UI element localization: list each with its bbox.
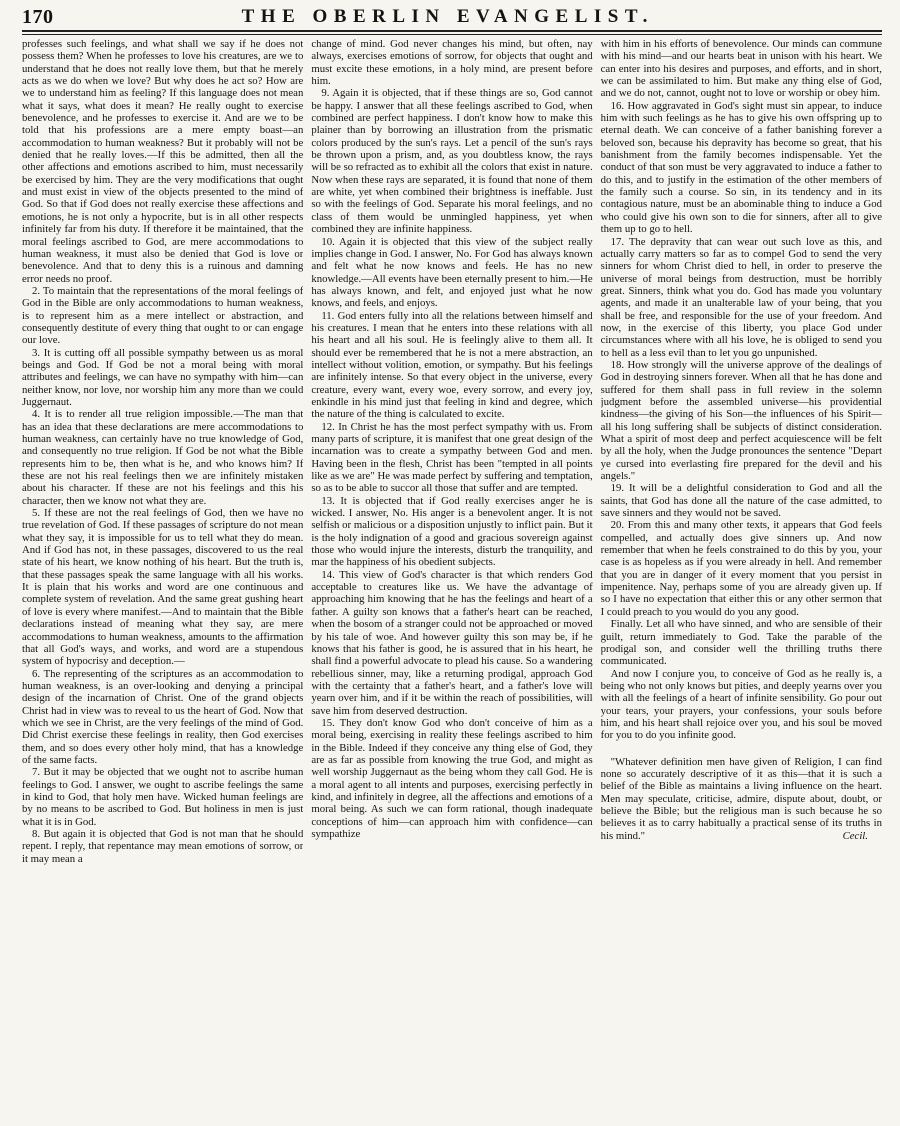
journal-title: THE OBERLIN EVANGELIST. — [241, 6, 654, 27]
paragraph: 12. In Christ he has the most perfect sympathy with us. From many parts of scripture, it is manifest that one great design of the incarnation was to create a sympathy between God and men. Having been in the flesh, Christ has been "tempted in all points like as we are" He was made perfect by suffering and temptation, so as to be able to succor all those that suffer and are tempted. — [311, 420, 593, 495]
paragraph: 11. God enters fully into all the relations between himself and his creatures. I mean that he enters into these relations with all his heart and all his soul. He is feelingly alive to them all. It should ever be remembered that he is not a mere abstraction, an intellect without volition, emotion, or sympathy. But his feelings are infinitely intense. So that every object in the universe, every creature, every want, every woe, every sorrow, and every joy, enkindle in his mind just that feeling in kind and degree, which the nature of the thing is calculated to excite. — [311, 309, 593, 421]
masthead — [22, 0, 882, 28]
paragraph: Finally. Let all who have sinned, and who are sensible of their guilt, return immediately to God. Take the parable of the prodigal son, and consider well the thrilling truths there communicated. — [600, 618, 882, 668]
article-columns — [22, 38, 882, 1126]
paragraph: with him in his efforts of benevolence. Our minds can commune with his mind—and our hearts beat in unison with his heart. We can enter into his desires and purposes, and efforts, and in short, we can be assimilated to him. But make any thing else of God, and we do not, cannot, ought not to love or worship or obey him. — [600, 38, 882, 100]
paragraph: 19. It will be a delightful consideration to God and all the saints, that God has done all the nature of the case admitted, to save sinners and they would not be saved. — [600, 482, 882, 520]
paragraph: 14. This view of God's character is that which renders God acceptable to creatures like us. We have the advantage of approaching him knowing that he has the feelings and heart of a father. A guilty son knows that a father's heart can be reached, when the bosom of a stranger could not be approached or moved by his tale of woe. And however guilty this son may be, if he knows that his father is good, he is assured that in his heart, he shall find a powerful advocate to plead his cause. So a wandering rebellious sinner, may, like a returning prodigal, approach God with the certainty that a father's heart, and a father's love will yearn over him, and if it be within the reach of possibilities, will save him from deserved destruction. — [311, 568, 593, 717]
closing-quote — [601, 756, 882, 843]
paragraph: 3. It is cutting off all possible sympathy between us as moral beings and God. If God be not a moral being with moral attributes and feelings, we can have no sympathy with him—can neither know, nor love, nor worship him any more than we could Juggernaut. — [22, 346, 304, 408]
paragraph: 10. Again it is objected that this view of the subject really implies change in God. I answer, No. For God has always known and felt what he now knows and feels. He has no new knowledge.—All events have been eternally present to him.—He has always known, and felt, and enjoyed just what he now knows, and feels, and enjoys. — [311, 235, 593, 310]
paragraph: change of mind. God never changes his mind, but often, nay always, exercises emotions of sorrow, for objects that ought and must excite these emotions, in a holy mind, are present before him. — [311, 38, 593, 88]
quote-text: "Whatever definition men have given of Religion, I can find none so accurately descriptive of it as this—that it is such a belief of the Bible as maintains a living influence on the heart. Men may speculate, criticise, admire, dispute about, doubt, or believe the Bible; but the religious man is such because he so believes it as to carry habitually a practical sense of its truths in his mind." — [600, 755, 882, 842]
page-number: 170 — [22, 6, 54, 28]
paragraph: 18. How strongly will the universe approve of the dealings of God in destroying sinners forever. When all that he has done and suffered for them shall pass in full review in the solemn judgment before the assembled universe—his providential kindness—the giving of his Son—the influences of his Spirit—all his long suffering shall be subjects of distinct consideration. What a spirit of most deep and perfect acquiescence will be felt by all the holy, when the Judge pronounces the sentence "Depart ye cursed into everlasting fire prepared for the devil and his angels." — [600, 358, 882, 483]
paragraph: 15. They don't know God who don't conceive of him as a moral being, exercising in reality these feelings ascribed to him in the Bible. Indeed if they conceive any thing else of God, they are as far as possible from knowing the true God, and might as well worship Juggernaut as the being whom they call God. He is a moral agent to all intents and purposes, exercising perfectly in kind, and infinitely in degree, all the affections and emotions of a moral being. As such we can form rational, though inadequate conceptions of him—can approach him with confidence—can sympathize — [311, 716, 593, 840]
paragraph: 5. If these are not the real feelings of God, then we have no true revelation of God. If these passages of scripture do not mean what they say, it is impossible for us to tell what they do mean. And if God has not, in these passages, discovered to us the real state of his heart, we know nothing of his heart. But the truth is, that these passages speak the same language with all his works. It is plain that his works and word are one continuous and complete system of revelation. And the same great gushing heart of love is every where manifest.—And to maintain that the Bible declarations instead of meaning what they say, are mere accommodations to human weakness, amounts to the affirmation that all God's ways, and works, and word are a stupendous system of hypocrisy and deception.— — [22, 507, 304, 668]
header-rule — [22, 30, 882, 35]
paragraph: 6. The representing of the scriptures as an accommodation to human weakness, is an over-looking and denying a principal design of the incarnation of Christ. One of the grand objects Christ had in view was to reveal to us the heart of God. Now that which we see in Christ, are the very feelings of the mind of God. Did Christ exercise these feelings in reality, then God exercises them, and so does every other holy mind, that has a knowledge of the same facts. — [22, 667, 304, 766]
paragraph: 13. It is objected that if God really exercises anger he is wicked. I answer, No. His anger is a benevolent anger. It is not selfish or malicious or a disposition unjustly to inflict pain. But it is the holy indignation of a good and gracious sovereign against those who would injure the interests, disturb the tranquility, and mar the happiness of his obedient subjects. — [311, 494, 593, 569]
column-1 — [22, 38, 303, 1126]
paragraph: 9. Again it is objected, that if these things are so, God cannot be happy. I answer that all these feelings ascribed to God, when combined are perfect happiness. I don't know how to make this plainer than by borrowing an illustration from the prismatic colors produced by the sun's rays. Let a pencil of the sun's rays be thrown upon a prism, and, as you doubtless know, the rays will be so refracted as to exhibit all the colors that exist in nature. Now when these rays are separated, it is found that none of them are white, yet when combined their brightness is ineffable. Just so with the feelings of God. Separate his moral feelings, and no class of them would be unmingled happiness, yet when combined they are infinite happiness. — [311, 87, 593, 236]
paragraph: And now I conjure you, to conceive of God as he really is, a being who not only knows but pities, and deeply yearns over you with all the feelings of a heart of infinite sensibility. Go pour out your tears, your prayers, your confessions, your souls before him, and his heart shall rejoice over you, and his soul be moved for you to do you infinite good. — [600, 667, 882, 742]
paragraph: 7. But it may be objected that we ought not to ascribe human feelings to God. I answer, we ought to ascribe feelings the same in kind to God, that holy men have. Wicked human feelings are by no means to be ascribed to God. But holiness in men is just what it is in God. — [22, 766, 304, 828]
paragraph: 17. The depravity that can wear out such love as this, and actually carry matters so far as to compel God to send the very sinners for whom Christ died to hell, in order to preserve the universe of moral beings from destruction, must be horribly great. Sinners, think what you do. God has made you voluntary agents, and made it an unalterable law of your being, that you shall be free, and responsible for the use of your freedom. And now, in the exercise of this liberty, you place God under circumstances where with all his love, he is obliged to send you to hell as a less evil than to let you go unpunished. — [600, 235, 882, 359]
paragraph: 16. How aggravated in God's sight must sin appear, to induce him with such feelings as he has to give his own offspring up to eternal death. We can conceive of a father banishing forever a beloved son, because his depravity has become so great, that his banishment from the family becomes indispensable. Yet the conduct of that son must be very aggravated to induce a father to do this, and to justify in the estimation of the other members of the family such a course. So sin, in its tendency and in its contagious nature, must be an abominable thing to induce a God who could give his own son to die for sinners, after all to give them up to go to hell. — [600, 99, 882, 236]
quote-attribution: Cecil. — [842, 830, 868, 842]
column-2 — [311, 38, 592, 1126]
column-3 — [601, 38, 882, 1126]
paragraph: 4. It is to render all true religion impossible.—The man that has an idea that these declarations are mere accommodations to human weakness, can certainly have no true knowledge of God, and consequently no true religion. If God be not what the Bible represents him to be, then what is he, and who knows him? If these are not his real feelings then we are infinitely mistaken about his character. If these are not his feelings and this his character, then we know not what they are. — [22, 408, 304, 507]
paragraph: 20. From this and many other texts, it appears that God feels compelled, and actually does give sinners up. And now remember that when he feels constrained to do this by you, your case is as hopeless as if you were already in hell. And remember that you are in danger of it every moment that you persist in impenitence. Nay, perhaps some of you are already given up. If so I have no expectation that either this or any other sermon that I could preach to you would do you any good. — [600, 519, 882, 618]
paragraph: 2. To maintain that the representations of the moral feelings of God in the Bible are only accommodations to human weakness, is to represent him as a mere intellect or abstraction, and consequently destitute of every thing that ought to or can engage our love. — [22, 284, 304, 347]
paragraph: professes such feelings, and what shall we say if he does not possess them? When he professes to love his creatures, are we to understand that he does not really love them, but that he merely acts as we do when we love? But why does he act so? How are we to understand him as feeling? If this language does not mean what it says, what does it mean? He really ought to exercise benevolence, and he professes to exercise it. And are we to be told that his professions are a mere empty boast—an accommodation to human weakness? But it probably will not be denied that he really loves.—If this be admitted, then all the other affections and emotions ascribed to him, must necessarily be exercised by him. They are the very modifications that ought and must exist in view of the objects presented to the mind of God. So that if God does not really exercise these affections and emotions, he is not only a hypocrite, but is in all other respects infinitely far from his duty. If therefore it be maintained, that the moral feelings ascribed to God, are mere accommodations to human weakness, it must also be denied that God is love or benevolence. And that to deny this is a ruinous and damning error needs no proof. — [22, 38, 304, 285]
paragraph: 8. But again it is objected that God is not man that he should repent. I reply, that repentance may mean emotions of sorrow, or it may mean a — [22, 828, 304, 865]
